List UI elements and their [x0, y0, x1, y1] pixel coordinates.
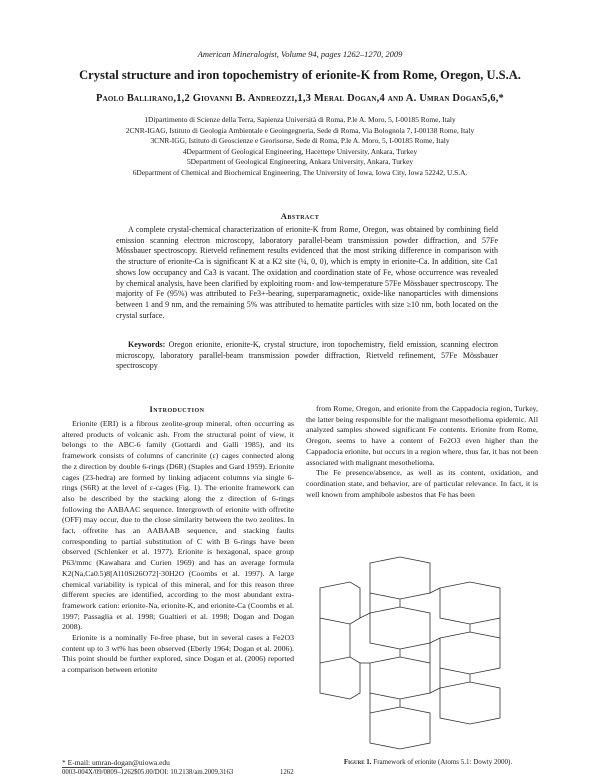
right-column: [306, 404, 538, 500]
keywords-text: Oregon erionite, erionite-K, crystal structure, iron topochemistry, field emission, scanning electron microscopy, laboratory parallel-beam transmission powder diffraction, Rietveld refinement, 57Fe Mössbauer spectroscopy: [116, 340, 498, 371]
figure-caption-label: Figure 1.: [343, 758, 372, 766]
paper-title: Crystal structure and iron topochemistry of erionite-K from Rome, Oregon, U.S.A.: [79, 68, 521, 82]
footnote-rule: [62, 767, 122, 768]
intro-paragraph-1: Erionite (ERI) is a fibrous zeolite-group mineral, often occurring as altered products of volcanic ash. From the structural point of view, it belongs to the ABC-6 family (Gottardi and Galli 1985), and its framework consists of columns of cancrinite (ε) cages connected along the z direction by double 6-rings (D6R) (Staples and Gard 1959). Erionite cages (23-hedra) are formed by linking adjacent columns via single 6-rings (S6R) at the level of ε-cages (Fig. 1). The erionite framework can also be described by the stacking along the z direction of 6-rings following the AABAAC sequence. Intergrowth of erionite with offretite (OFF) may occur, due to the close similarity between the two zeolites. In fact, offretite has an AABAAB sequence, and stacking faults corresponding to partial substitution of C with B 6-rings have been observed (Schlenker et al. 1977). Erionite is hexagonal, space group P63/mmc (Kawahara and Curien 1969) and has an average formula K2(Na,Ca0.5)8[Al10Si26O72]·30H2O (Coombs et al. 1997). A large chemical variability is typical of this mineral, and for this reason three different species are identified, according to the most abundant extra-framework cation: erionite-Na, erionite-K, and erionite-Ca (Coombs et al. 1997; Passaglia et al. 1998; Gualtieri et al. 1998; Dogan and Dogan 2008).: [62, 419, 294, 632]
affiliation-4: 4Department of Geological Engineering, Hacettepe University, Ankara, Turkey: [182, 146, 418, 156]
footnote: * E-mail: umran-dogan@uiowa.edu: [62, 758, 170, 767]
abstract-text: A complete crystal-chemical characterization of erionite-K from Rome, Oregon, was obtained by combining field emission scanning electron microscopy, laboratory parallel-beam transmission powder diffraction, and 57Fe Mössbauer spectroscopy. Rietveld refinement results evidenced that the most striking difference in comparison with the structure of erionite-Ca is significant K at a K2 site (¼, 0, 0), which is empty in erionite-Ca. In addition, site Ca1 shows low occupancy and Ca3 is vacant. The oxidation and coordination state of Fe, whose occurrence was revealed by chemical analysis, have been clarified by exploiting room- and low-temperature 57Fe Mössbauer spectroscopy. The majority of Fe (95%) was attributed to Fe3+-bearing, superparamagnetic, oxide-like nanoparticles with dimensions between 1 and 9 nm, and the remaining 5% was attributed to hematite particles with size ≥10 nm, both located on the crystal surface.: [116, 225, 498, 320]
affiliation-5: 5Department of Geological Engineering, Ankara University, Ankara, Turkey: [186, 157, 414, 167]
intro-paragraph-4: The Fe presence/absence, as well as its content, oxidation, and coordination state, and behavior, are of particular relevance. In fact, it is well known from amphibole asbestos that Fe has been: [306, 468, 538, 499]
affiliation-2: 2CNR-IGAG, Istituto di Geologia Ambientale e Geoingegneria, Sede di Roma, Via Bolognola 7, I-00138 Rome, Italy: [125, 125, 475, 135]
keywords-label: Keywords:: [128, 340, 166, 349]
journal-header: American Mineralogist, Volume 94, pages 1262–1270, 2009: [197, 49, 403, 59]
introduction-heading: Introduction: [149, 404, 205, 414]
figure-caption-text: Framework of erionite (Atoms 5.1: Dowty 2000).: [371, 758, 513, 766]
page-number: 1262: [280, 769, 294, 776]
affiliation-6: 6Department of Chemical and Biochemical Engineering, The University of Iowa, Iowa City, Iowa 52242, U.S.A.: [132, 167, 468, 177]
keywords: [116, 340, 498, 372]
erionite-framework-figure: [310, 553, 520, 763]
abstract-heading: Abstract: [280, 211, 320, 221]
figure-caption: [318, 758, 538, 766]
affiliations: [60, 115, 540, 179]
affiliation-3: 3CNR-IGG, Istituto di Geoscienze e Georisorse, Sede di Roma, P.le A. Moro, 5, I-00185 Rome, Italy: [150, 136, 450, 146]
footer-doi: 0003-004X/09/0809–1262$05.00/DOI: 10.2138/am.2009.3163: [62, 769, 234, 776]
intro-paragraph-3: from Rome, Oregon, and erionite from the Cappadocia region, Turkey, the latter being responsible for the malignant mesothelioma epidemic. All analyzed samples showed significant Fe contents. Erionite from Rome, Oregon, seems to have a content of Fe2O3 even higher than the Cappadocia erionite, but occurs in a region where, thus far, it has not been associated with malignant mesothelioma.: [306, 404, 538, 467]
intro-paragraph-2: Erionite is a nominally Fe-free phase, but in several cases a Fe2O3 content up to 3 wt% has been observed (Eberly 1964; Dogan et al. 2006). This point should be further explored, since Dogan et al. (2006) reported a comparison between erionite: [62, 633, 294, 675]
left-column: [62, 419, 294, 676]
affiliation-1: 1Dipartimento di Scienze della Terra, Sapienza Università di Roma, P.le A. Moro, 5, I-00185 Rome, Italy: [144, 115, 456, 124]
author-list: Paolo Ballirano,1,2 Giovanni B. Andreozzi,1,3 Meral Dogan,4 and A. Umran Dogan5,6,*: [95, 93, 504, 104]
